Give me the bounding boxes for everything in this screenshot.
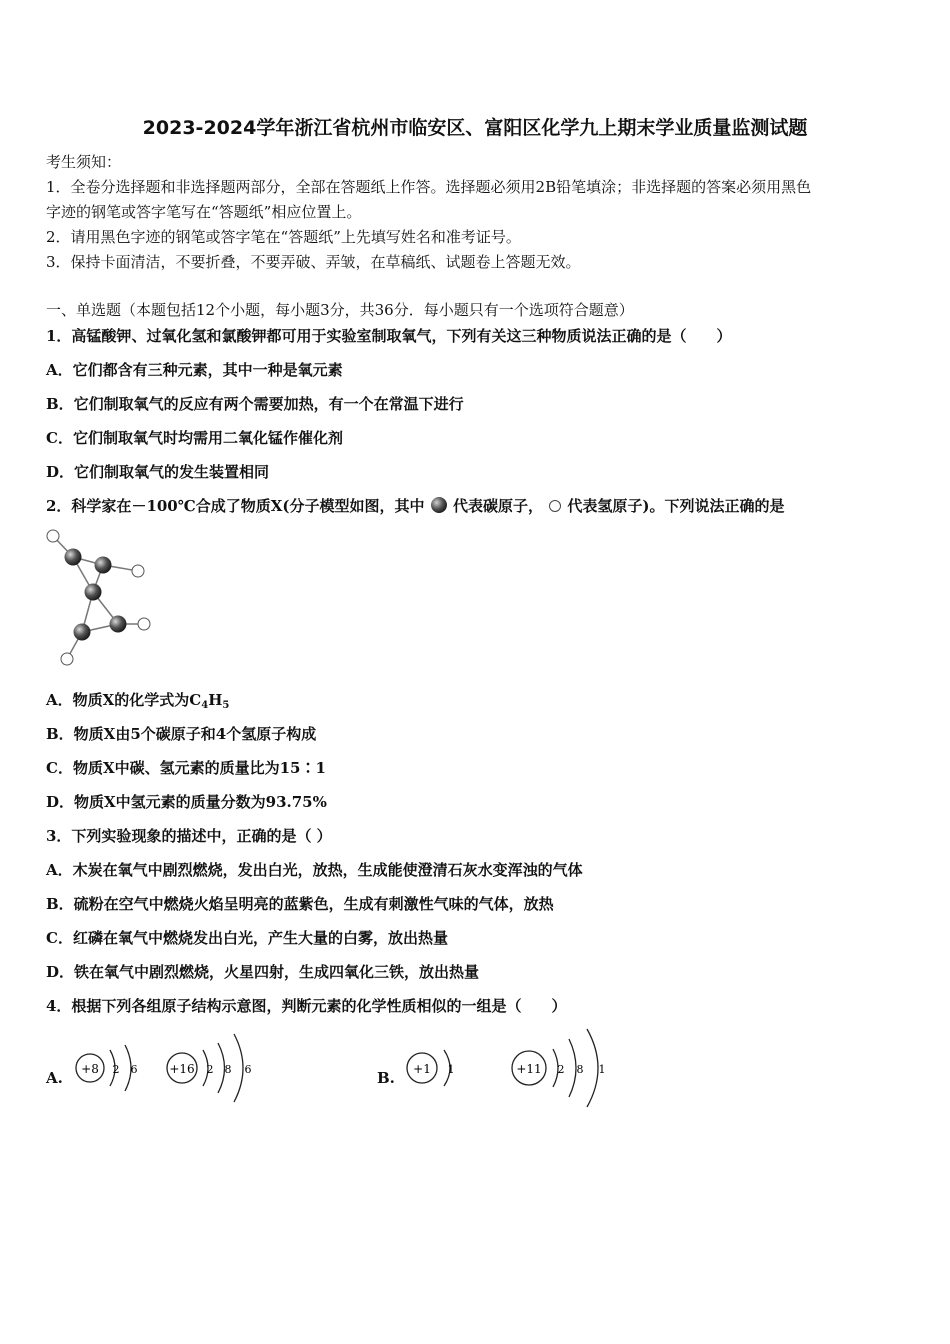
atom-diagram-hydrogen (400, 1040, 470, 1100)
shell-electrons: 8 (224, 1063, 232, 1076)
q1-option-a: A．它们都含有三种元素，其中一种是氧元素 (46, 361, 343, 379)
atom-diagram-oxygen (70, 1040, 150, 1100)
q2-stem-part-b: 代表碳原子， (452, 497, 543, 515)
hydrogen-atom (47, 530, 59, 542)
q2-option-d: D．物质X中氢元素的质量分数为93.75% (46, 793, 327, 811)
notice-item: 字迹的钢笔或答字笔写在“答题纸”相应位置上。 (46, 203, 362, 221)
shell-electrons: 2 (112, 1063, 120, 1076)
carbon-atom (65, 549, 82, 566)
shell-electrons: 6 (244, 1063, 252, 1076)
q3-option-b: B．硫粉在空气中燃烧火焰呈明亮的蓝紫色，生成有刺激性气味的气体，放热 (46, 895, 554, 913)
shell-electrons: 1 (447, 1063, 455, 1076)
shell-electrons: 6 (130, 1063, 138, 1076)
carbon-atom (74, 624, 91, 641)
nucleus-charge: +8 (81, 1062, 99, 1076)
carbon-atom-icon (430, 496, 448, 514)
q4-option-a-label: A. (46, 1069, 63, 1087)
q1-option-c: C．它们制取氧气时均需用二氧化锰作催化剂 (46, 429, 343, 447)
atom-diagram-sodium (505, 1025, 615, 1115)
shell-electrons: 1 (598, 1063, 606, 1076)
shell-electrons: 8 (576, 1063, 584, 1076)
carbon-atom (95, 557, 112, 574)
q4-stem: 4．根据下列各组原子结构示意图，判断元素的化学性质相似的一组是（ ） (46, 997, 567, 1015)
q3-stem: 3．下列实验现象的描述中，正确的是（ ） (46, 827, 332, 845)
notice-heading: 考生须知： (46, 153, 122, 171)
q2-stem-part-a: 2．科学家在－100℃合成了物质X(分子模型如图，其中 (46, 497, 425, 515)
q3-option-d: D．铁在氧气中剧烈燃烧，火星四射，生成四氧化三铁，放出热量 (46, 963, 480, 981)
hydrogen-atom (138, 618, 150, 630)
carbon-atom (85, 584, 102, 601)
notice-item: 1．全卷分选择题和非选择题两部分，全部在答题纸上作答。选择题必须用2B铅笔填涂；非选择题的答案必须用黑色 (46, 178, 812, 196)
nucleus-charge: +1 (413, 1062, 431, 1076)
q3-option-a: A．木炭在氧气中剧烈燃烧，发出白光，放热，生成能使澄清石灰水变浑浊的气体 (46, 861, 583, 879)
hydrogen-atom-icon (548, 499, 562, 513)
nucleus-charge: +11 (516, 1062, 542, 1076)
q3-option-c: C．红磷在氧气中燃烧发出白光，产生大量的白雾，放出热量 (46, 929, 448, 947)
section-heading: 一、单选题（本题包括12个小题，每小题3分，共36分．每小题只有一个选项符合题意） (46, 301, 634, 319)
hydrogen-atom (61, 653, 73, 665)
nucleus-charge: +16 (169, 1062, 195, 1076)
q1-option-b: B．它们制取氧气的反应有两个需要加热，有一个在常温下进行 (46, 395, 464, 413)
shell-electrons: 2 (557, 1063, 565, 1076)
q2-stem (46, 496, 785, 516)
q1-option-d: D．它们制取氧气的发生装置相同 (46, 463, 270, 481)
q2-option-a: A．物质X的化学式为$C_4H_5$ (46, 691, 230, 711)
notice-item: 3．保持卡面清洁，不要折叠，不要弄破、弄皱，在草稿纸、试题卷上答题无效。 (46, 253, 581, 271)
hydrogen-atom (132, 565, 144, 577)
q2-stem-part-c: 代表氢原子)。下列说法正确的是 (567, 497, 785, 515)
q4-option-b-label: B. (377, 1069, 395, 1087)
page-title: 2023-2024学年浙江省杭州市临安区、富阳区化学九上期末学业质量监测试题 (142, 117, 808, 139)
shell-electrons: 2 (206, 1063, 214, 1076)
q2-option-c: C．物质X中碳、氢元素的质量比为15∶1 (46, 759, 326, 777)
notice-item: 2．请用黑色字迹的钢笔或答字笔在“答题纸”上先填写姓名和准考证号。 (46, 228, 521, 246)
atom-diagram-sulfur (160, 1030, 260, 1110)
molecule-model-diagram (40, 525, 160, 675)
q1-stem: 1．高锰酸钾、过氧化氢和氯酸钾都可用于实验室制取氧气，下列有关这三种物质说法正确的是（ ） (46, 327, 732, 345)
q2-option-b: B．物质X由5个碳原子和4个氢原子构成 (46, 725, 317, 743)
carbon-atom (110, 616, 127, 633)
